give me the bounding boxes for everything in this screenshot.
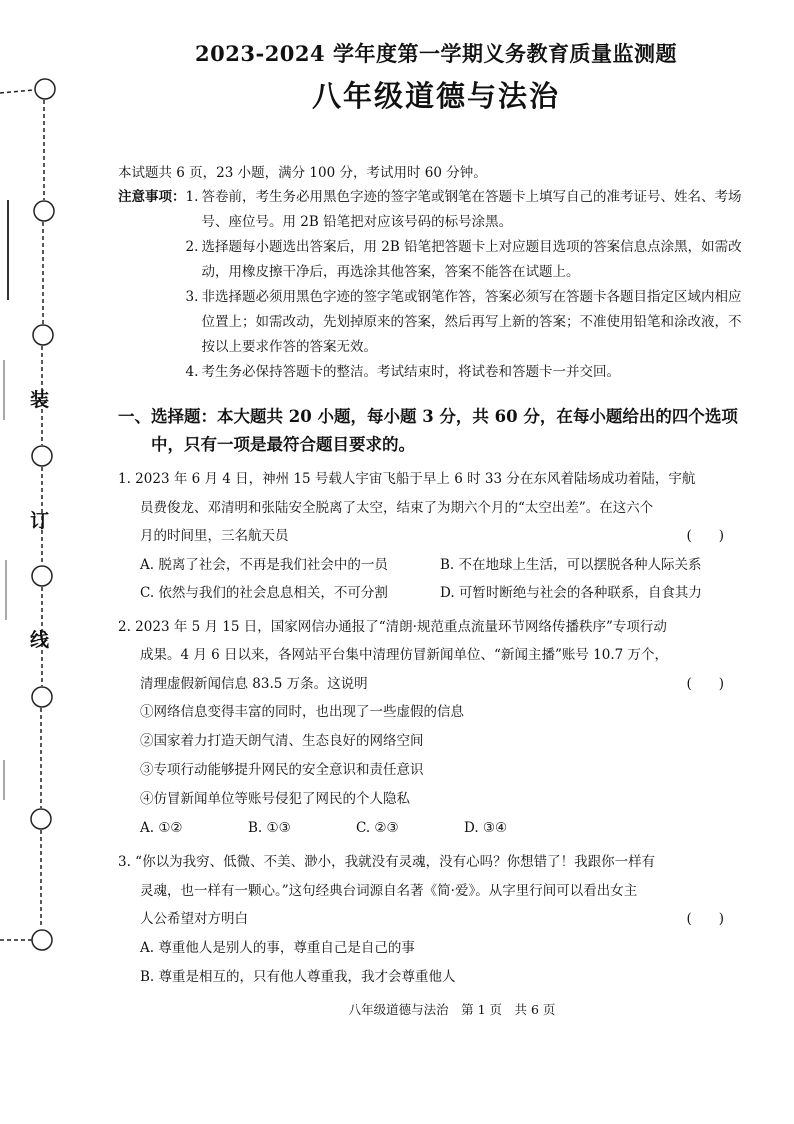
option-c: C. 依然与我们的社会息息相关，不可分割 bbox=[140, 584, 388, 601]
question-line: 员费俊龙、邓清明和张陆安全脱离了太空，结束了为期六个月的“太空出差”。在这六个 bbox=[140, 499, 654, 516]
question-text: 月的时间里，三名航天员 bbox=[140, 528, 289, 544]
binding-char-zhuang: 装 bbox=[30, 389, 50, 411]
statement-3: ③专项行动能够提升网民的安全意识和责任意识 bbox=[140, 762, 424, 778]
exam-page bbox=[118, 38, 754, 992]
question-text: 人公希望对方明白 bbox=[140, 911, 248, 927]
notice-list bbox=[186, 185, 755, 385]
option-c: C. ②③ bbox=[356, 820, 399, 836]
question-line: 灵魂，也一样有一颗心。”这句经典台词源自名著《简·爱》。从字里行间可以看出女主 bbox=[140, 882, 638, 899]
option-b: B. 尊重是相互的，只有他人尊重我，我才会尊重他人 bbox=[140, 968, 456, 985]
option-grid bbox=[118, 551, 754, 607]
notice-num: 3. bbox=[185, 289, 199, 305]
answer-parenthesis: ( ) bbox=[686, 675, 724, 692]
answer-parenthesis: ( ) bbox=[686, 528, 724, 544]
question-text: 清理虚假新闻信息 83.5 万条。这说明 bbox=[140, 675, 368, 692]
section-text: 选择题：本大题共 20 小题，每小题 3 分，共 60 分，在每小题给出的四个选项中，只有一项是最符合题目要求的。 bbox=[151, 407, 738, 454]
option-d: D. ③④ bbox=[464, 820, 508, 836]
notice-item bbox=[186, 360, 755, 385]
exam-intro: 本试题共 6 页，23 小题，满分 100 分，考试用时 60 分钟。 bbox=[118, 165, 487, 181]
notice-item bbox=[186, 235, 755, 285]
notice-num: 2. bbox=[185, 239, 199, 255]
notice-text: 答卷前，考生务必用黑色字迹的签字笔或钢笔在答题卡上填写自己的准考证号、姓名、考场号、座位号。用 2B 铅笔把对应该号码的标号涂黑。 bbox=[201, 189, 742, 230]
section-number: 一、 bbox=[118, 407, 151, 426]
question-3 bbox=[118, 848, 754, 992]
binding-line-graphic bbox=[0, 0, 110, 1124]
exam-title: 2023-2024 学年度第一学期义务教育质量监测题 bbox=[195, 41, 677, 66]
notice-label: 注意事项： bbox=[118, 189, 186, 205]
question-line: 2. 2023 年 5 月 15 日，国家网信办通报了“清朗·规范重点流量环节网络传播秩序”专项行动 bbox=[118, 618, 667, 635]
statement-2: ②国家着力打造天朗气清、生态良好的网络空间 bbox=[140, 733, 424, 749]
binding-char-ding: 订 bbox=[30, 510, 50, 532]
page-footer: 八年级道德与法治 第 1 页 共 6 页 bbox=[348, 1002, 556, 1017]
answer-parenthesis: ( ) bbox=[686, 911, 724, 927]
notice-text: 非选择题必须用黑色字迹的签字笔或钢笔作答，答案必须写在答题卡各题目指定区域内相应位置上；如需改动，先划掉原来的答案，然后再写上新的答案；不准使用铅笔和涂改液，不按以上要求作答的答案无效。 bbox=[201, 289, 742, 355]
option-d: D. 可暂时断绝与社会的各种联系，自食其力 bbox=[440, 584, 702, 601]
statement-4: ④仿冒新闻单位等账号侵犯了网民的个人隐私 bbox=[140, 791, 410, 807]
option-a: A. 脱离了社会，不再是我们社会中的一员 bbox=[140, 556, 388, 573]
notice-item bbox=[186, 285, 755, 360]
question-2 bbox=[118, 613, 754, 843]
notice-text: 考生务必保持答题卡的整洁。考试结束时，将试卷和答题卡一并交回。 bbox=[201, 364, 620, 380]
option-a: A. 尊重他人是别人的事，尊重自己是自己的事 bbox=[140, 939, 415, 956]
option-b: B. 不在地球上生活，可以摆脱各种人际关系 bbox=[440, 556, 702, 573]
question-line: 1. 2023 年 6 月 4 日，神州 15 号载人宇宙飞船于早上 6 时 33 分在东风着陆场成功着陆，宇航 bbox=[118, 471, 696, 487]
notice-item bbox=[186, 185, 755, 235]
notice-block bbox=[118, 185, 754, 385]
question-line: 3. “你以为我穷、低微、不美、渺小，我就没有灵魂，没有心吗？你想错了！我跟你一样有 bbox=[118, 854, 656, 870]
statement-1: ①网络信息变得丰富的同时，也出现了一些虚假的信息 bbox=[140, 704, 464, 720]
notice-text: 选择题每小题选出答案后，用 2B 铅笔把答题卡上对应题目选项的答案信息点涂黑，如需改动，用橡皮擦干净后，再选涂其他答案，答案不能答在试题上。 bbox=[201, 239, 742, 280]
subject-title: 八年级道德与法治 bbox=[311, 79, 560, 113]
question-1 bbox=[118, 465, 754, 607]
option-a: A. ①② bbox=[140, 820, 183, 836]
question-line bbox=[118, 905, 754, 934]
question-line bbox=[118, 522, 754, 551]
question-line: 成果。4 月 6 日以来，各网站平台集中清理仿冒新闻单位、“新闻主播”账号 10.7 万个， bbox=[140, 647, 668, 663]
question-line bbox=[118, 670, 754, 699]
binding-margin bbox=[0, 0, 110, 1124]
notice-num: 4. bbox=[185, 364, 199, 380]
binding-char-xian: 线 bbox=[30, 629, 50, 651]
option-b: B. ①③ bbox=[248, 820, 291, 836]
option-row bbox=[118, 814, 754, 842]
section-heading bbox=[118, 403, 754, 459]
notice-num: 1. bbox=[185, 189, 199, 205]
